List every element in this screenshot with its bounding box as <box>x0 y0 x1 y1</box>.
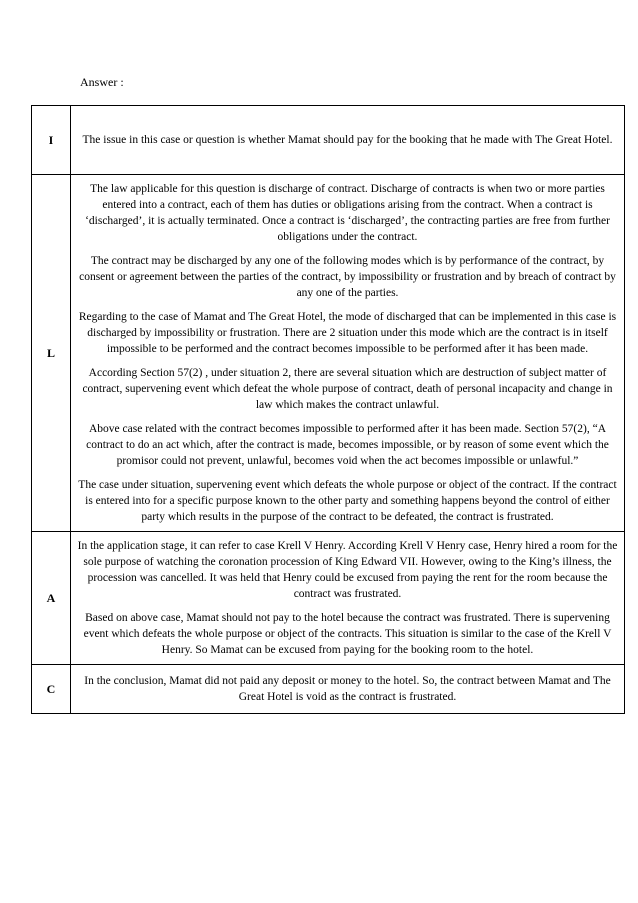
table-row-law <box>32 175 625 532</box>
row-letter-law: L <box>32 175 71 532</box>
row-letter-conclusion: C <box>32 665 71 714</box>
table-row-conclusion <box>32 665 625 714</box>
row-letter-application: A <box>32 532 71 665</box>
conclusion-content <box>71 665 625 714</box>
issue-content <box>71 106 625 175</box>
application-paragraph: In the application stage, it can refer to case Krell V Henry. According Krell V Henry case, Henry hired a room for the sole purpose of watching the coronation procession of King Edward VII. However, owing to the King’s illness, the procession was cancelled. It was held that Henry could be excused from paying the rent for the room because the contract was frustrated. <box>77 540 618 600</box>
answer-label: Answer : <box>80 75 124 89</box>
law-paragraph: The law applicable for this question is discharge of contract. Discharge of contracts is when two or more parties entered into a contract, each of them has duties or obligations arising from the contract. When a contract is ‘discharged’, it is actually terminated. Once a contract is ‘discharged’, the contracting parties are free from further obligations under the contract. <box>85 183 610 243</box>
table-row-application <box>32 532 625 665</box>
row-letter-issue: I <box>32 106 71 175</box>
law-paragraph: The contract may be discharged by any one of the following modes which is by performance of the contract, by consent or agreement between the parties of the contract, by impossibility or frustration and by breach of contract by any one of the parties. <box>79 255 616 299</box>
conclusion-paragraph: In the conclusion, Mamat did not paid any deposit or money to the hotel. So, the contract between Mamat and The Great Hotel is void as the contract is frustrated. <box>84 675 611 703</box>
issue-paragraph: The issue in this case or question is whether Mamat should pay for the booking that he made with The Great Hotel. <box>82 134 613 146</box>
law-paragraph: According Section 57(2) , under situation 2, there are several situation which are destruction of subject matter of contract, supervening event which defeat the whole purpose of contract, death of personal incapacity and change in law which makes the contract unlawful. <box>82 367 613 411</box>
law-paragraph: Regarding to the case of Mamat and The Great Hotel, the mode of discharged that can be implemented in this case is discharged by impossibility or frustration. There are 2 situation under this mode which are the contract is in itself impossible to be performed and the contract becomes impossible to be performed after it has been made. <box>78 311 617 355</box>
irac-table <box>31 105 625 714</box>
law-content <box>71 175 625 532</box>
application-content <box>71 532 625 665</box>
law-paragraph: The case under situation, supervening event which defeats the whole purpose or object of the contract. If the contract is entered into for a specific purpose known to the other party and something happens beyond the control of either party which results in the purpose of the contract to be defeated, the contract is frustrated. <box>78 479 617 523</box>
law-paragraph: Above case related with the contract becomes impossible to performed after it has been made. Section 57(2), “A contract to do an act which, after the contract is made, becomes impossible, or by reason of some event which the promisor could not prevent, unlawful, becomes void when the act becomes impossible or unlawful.” <box>86 423 609 467</box>
application-paragraph: Based on above case, Mamat should not pay to the hotel because the contract was frustrated. There is supervening event which defeats the whole purpose or object of the contracts. This situation is similar to the case of the Krell V Henry. So Mamat can be excused from paying for the booking room to the hotel. <box>83 612 612 656</box>
table-row-issue <box>32 106 625 175</box>
